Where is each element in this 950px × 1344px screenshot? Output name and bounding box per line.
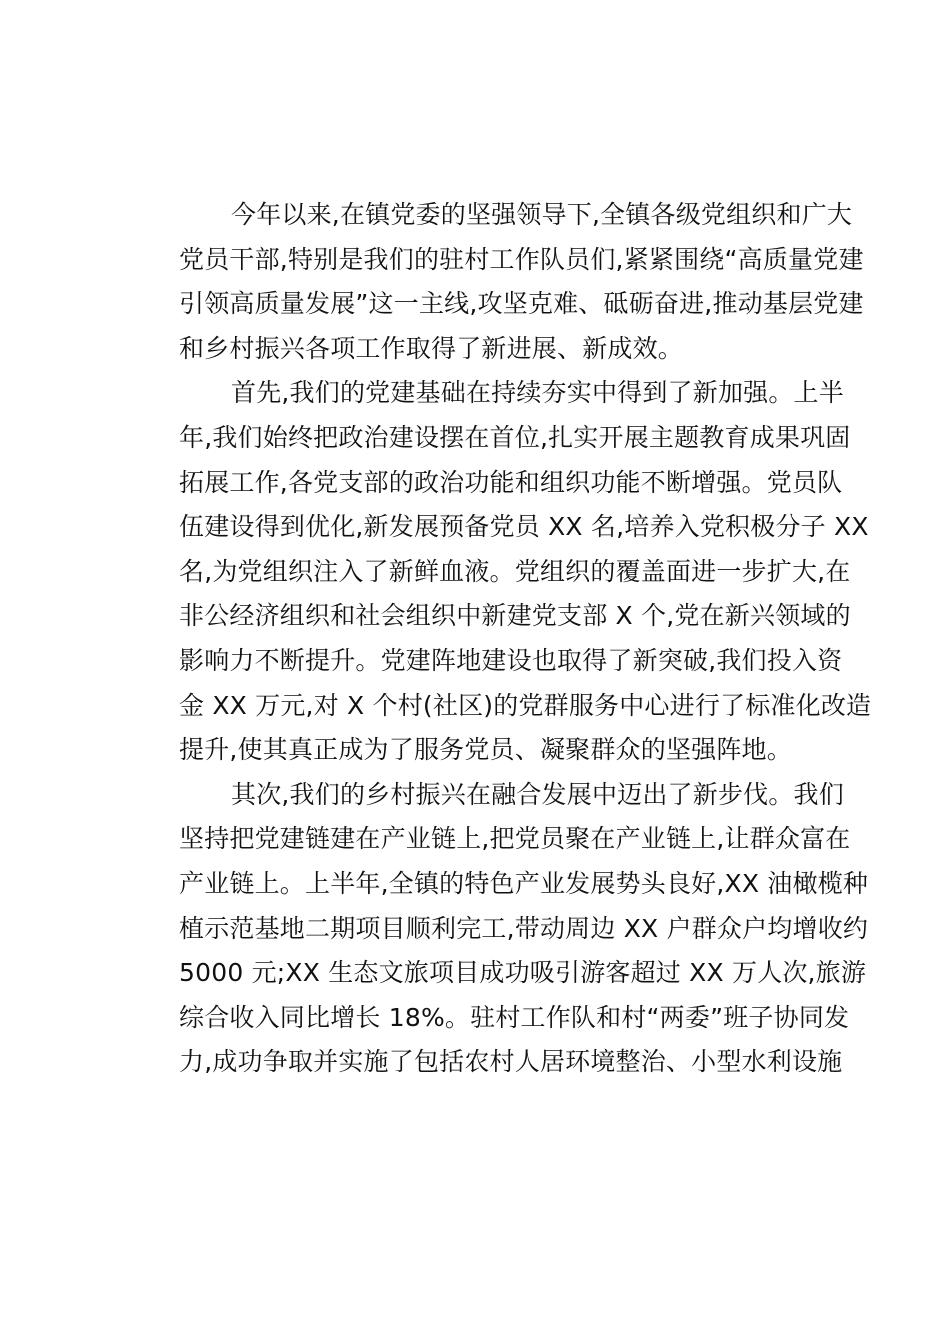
text-line: 引领高质量发展”这一主线,攻坚克难、砥砺奋进,推动基层党建: [179, 289, 864, 319]
document-body: [127, 193, 872, 1085]
text-line: 力,成功争取并实施了包括农村人居环境整治、小型水利设施: [179, 1047, 843, 1077]
text-line: 年,我们始终把政治建设摆在首位,扎实开展主题教育成果巩固: [179, 422, 851, 452]
text-line: 提升,使其真正成为了服务党员、凝聚群众的坚强阵地。: [179, 735, 792, 765]
paragraph-intro: [127, 193, 864, 371]
text-line: 拓展工作,各党支部的政治功能和组织功能不断增强。党员队: [179, 467, 843, 497]
text-line: 和乡村振兴各项工作取得了新进展、新成效。: [179, 333, 684, 363]
text-line: 党员干部,特别是我们的驻村工作队员们,紧紧围绕“高质量党建: [179, 244, 864, 274]
text-line: 综合收入同比增长 18%。驻村工作队和村“两委”班子协同发: [179, 1002, 850, 1032]
paragraph-party-building: [127, 371, 872, 772]
text-line: 影响力不断提升。党建阵地建设也取得了新突破,我们投入资: [179, 645, 843, 675]
paragraph-rural-revitalization: [127, 773, 869, 1085]
text-line: 植示范基地二期项目顺利完工,带动周边 XX 户群众户均增收约: [179, 913, 869, 943]
text-line: 其次,我们的乡村振兴在融合发展中迈出了新步伐。我们: [231, 779, 844, 809]
text-line: 名,为党组织注入了新鲜血液。党组织的覆盖面进一步扩大,在: [179, 556, 851, 586]
text-line: 首先,我们的党建基础在持续夯实中得到了新加强。上半: [231, 378, 844, 408]
text-line: 5000 元;XX 生态文旅项目成功吸引游客超过 XX 万人次,旅游: [179, 958, 867, 988]
text-line: 产业链上。上半年,全镇的特色产业发展势头良好,XX 油橄榄种: [179, 868, 869, 898]
text-line: 非公经济组织和社会组织中新建党支部 X 个,党在新兴领域的: [179, 601, 851, 631]
text-line: 金 XX 万元,对 X 个村(社区)的党群服务中心进行了标准化改造: [179, 690, 872, 720]
text-line: 今年以来,在镇党委的坚强领导下,全镇各级党组织和广大: [231, 200, 853, 229]
text-line: 伍建设得到优化,新发展预备党员 XX 名,培养入党积极分子 XX: [179, 512, 869, 542]
text-line: 坚持把党建链建在产业链上,把党员聚在产业链上,让群众富在: [179, 824, 851, 854]
